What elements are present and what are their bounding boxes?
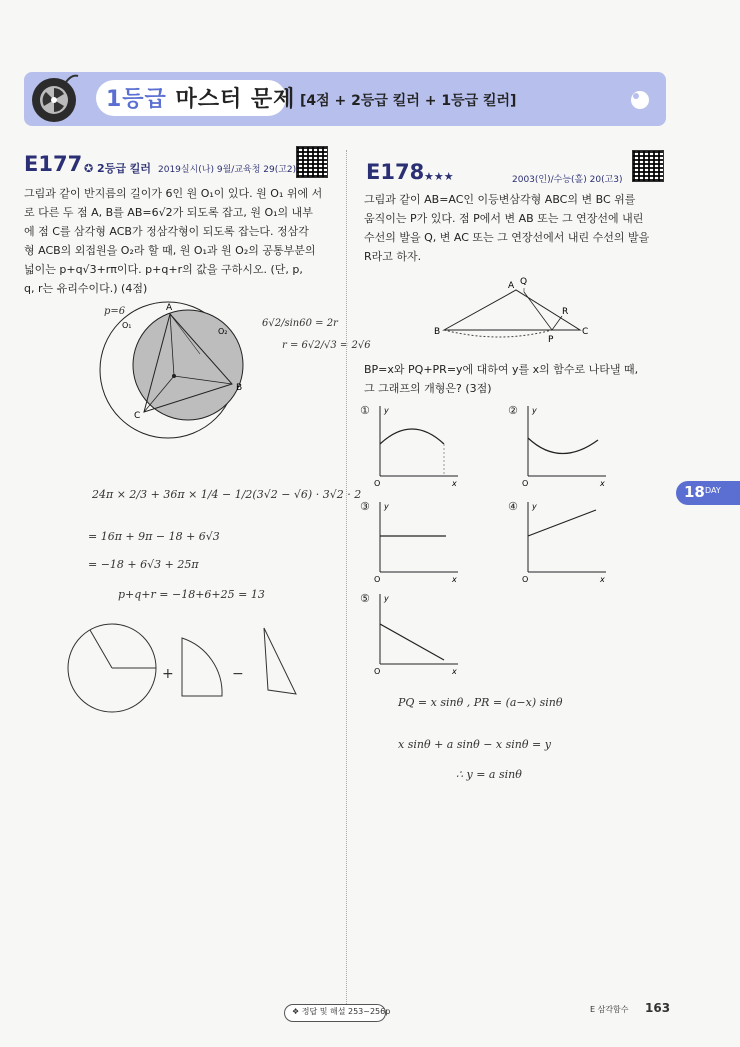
handwriting-line: PQ = x sinθ , PR = (a−x) sinθ xyxy=(398,696,563,709)
figure-label-a: A xyxy=(508,281,515,291)
handwritten-sketch xyxy=(64,618,324,718)
svg-text:y: y xyxy=(532,502,537,511)
svg-text:O: O xyxy=(374,575,381,584)
bomb-icon xyxy=(24,68,84,128)
problem-178-question: BP=x와 PQ+PR=y에 대하여 y를 x의 함수로 나타낼 때, 그 그래프의 개형은? (3점) xyxy=(364,363,639,395)
option-3-number[interactable]: ③ xyxy=(360,500,370,513)
svg-text:O: O xyxy=(374,667,381,676)
figure-label-c: C xyxy=(582,327,589,337)
figure-label-o2: O₂ xyxy=(218,327,228,336)
page-subtitle: [4점 + 2등급 킬러 + 1등급 킬러] xyxy=(300,93,517,109)
answer-reference: ❖ 정답 및 해설 253~256p xyxy=(292,1007,391,1016)
qr-code-icon[interactable] xyxy=(632,150,664,182)
svg-text:x: x xyxy=(452,575,457,584)
page-number: 163 xyxy=(645,1001,671,1015)
problem-177-text: 그림과 같이 반지름의 길이가 6인 원 O₁이 있다. 원 O₁ 위에 서 로 다른 두 점 A, B를 AB=6√2가 되도록 잡고, 원 O₁의 내부 에 점 C를 삼각형 ACB가 정삼각형이 되도록 잡는다. 정삼각 형 ACB의 외접원을 O₂라 할 때, 원 O₁과 원 O₂의 공통부분의 넓이는 p+q√3+rπ이다. p+q+r의 값을 구하시오. (단, p, q, r는 유리수이다.) (4점) xyxy=(24,187,323,295)
problem-177-figure xyxy=(96,300,266,450)
svg-text:y: y xyxy=(384,406,389,415)
handwriting-line: ∴ y = a sinθ xyxy=(456,768,522,781)
svg-text:x: x xyxy=(600,479,605,488)
option-1-number[interactable]: ① xyxy=(360,404,370,417)
figure-label-b: B xyxy=(434,327,441,337)
handwriting-line: = −18 + 6√3 + 25π xyxy=(88,558,199,571)
option-3-graph[interactable] xyxy=(372,500,462,584)
svg-text:O: O xyxy=(522,575,529,584)
svg-text:+: + xyxy=(162,666,174,682)
handwriting-note: 6√2/sin60 = 2r xyxy=(262,318,338,329)
svg-text:O: O xyxy=(374,479,381,488)
option-4-number[interactable]: ④ xyxy=(508,500,518,513)
handwriting-line: 24π × 2/3 + 36π × 1/4 − 1/2(3√2 − √6) · 3√2 · 2 xyxy=(92,488,362,501)
title-text: 마스터 문제 xyxy=(175,87,296,112)
figure-label-a: A xyxy=(166,303,173,313)
svg-text:y: y xyxy=(532,406,537,415)
svg-text:−: − xyxy=(232,666,244,682)
svg-text:O: O xyxy=(522,479,529,488)
problem-177-tag: ✪ 2등급 킬러 xyxy=(84,162,152,175)
day-label: DAY xyxy=(705,486,721,495)
decoration-icon xyxy=(628,88,652,112)
problem-178-figure xyxy=(432,274,592,360)
handwriting-line: = 16π + 9π − 18 + 6√3 xyxy=(88,530,220,543)
problem-178-number: E178 xyxy=(366,160,425,184)
figure-label-r: R xyxy=(562,307,569,317)
handwriting-note: p=6 xyxy=(104,306,126,317)
svg-text:x: x xyxy=(452,667,457,676)
figure-label-c: C xyxy=(134,411,141,421)
problem-178-source: 2003(인)/수능(홀) 20(고3) xyxy=(512,175,623,185)
handwriting-line: p+q+r = −18+6+25 = 13 xyxy=(118,588,265,601)
figure-label-b: B xyxy=(236,383,243,393)
svg-text:x: x xyxy=(600,575,605,584)
page-title xyxy=(106,82,295,113)
grade-label: 1등급 xyxy=(106,87,167,112)
day-number: 18 xyxy=(684,483,705,501)
column-divider xyxy=(346,150,347,1020)
problem-177-source: 2019실시(나) 9월/교육청 29(고2) xyxy=(158,165,297,175)
problem-178-text: 그림과 같이 AB=AC인 이등변삼각형 ABC의 변 BC 위를 움직이는 P가 있다. 점 P에서 변 AB 또는 그 연장선에 내린 수선의 발을 Q, 변 AC 또는 그 연장선에서 내린 수선의 발을 R라고 하자. xyxy=(364,193,650,263)
svg-text:x: x xyxy=(452,479,457,488)
option-5-number[interactable]: ⑤ xyxy=(360,592,370,605)
handwriting-line: x sinθ + a sinθ − x sinθ = y xyxy=(398,738,551,751)
svg-text:y: y xyxy=(384,502,389,511)
section-name: E 삼각함수 xyxy=(590,1005,629,1014)
svg-text:y: y xyxy=(384,594,389,603)
figure-label-q: Q xyxy=(520,277,528,287)
option-2-graph[interactable] xyxy=(520,404,610,488)
qr-code-icon[interactable] xyxy=(296,146,328,178)
problem-178-stars: ★★★ xyxy=(424,170,454,183)
figure-label-o1: O₁ xyxy=(122,321,132,330)
option-5-graph[interactable] xyxy=(372,592,462,676)
option-4-graph[interactable] xyxy=(520,500,610,584)
problem-177-number: E177 xyxy=(24,152,83,176)
option-2-number[interactable]: ② xyxy=(508,404,518,417)
handwriting-note: r = 6√2/√3 = 2√6 xyxy=(282,340,371,351)
figure-label-p: P xyxy=(548,335,554,345)
option-1-graph[interactable] xyxy=(372,404,462,488)
